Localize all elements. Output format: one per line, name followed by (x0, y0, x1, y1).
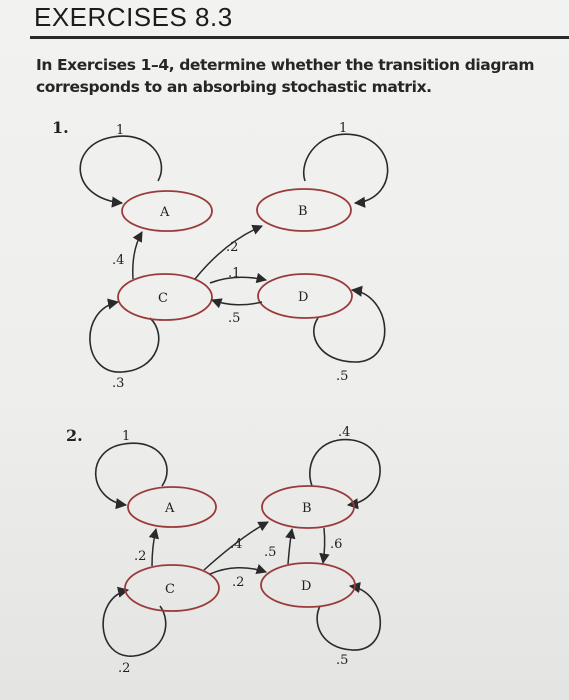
ex2-node-D-label: D (301, 579, 312, 594)
ex2-label-loop-C: .2 (118, 661, 131, 676)
ex1-label-C-to-A: .4 (112, 253, 125, 268)
ex1-label-loop-C: .3 (112, 376, 125, 391)
ex1-node-A-label: A (160, 205, 170, 220)
ex2-edge-D-to-B (288, 529, 292, 564)
page-title: EXERCISES 8.3 (34, 2, 233, 32)
exercise-2-number: 2. (66, 426, 83, 445)
ex1-loop-D (314, 290, 385, 362)
ex2-label-loop-D: .5 (336, 653, 349, 668)
ex2-label-C-to-B: .4 (230, 537, 243, 552)
ex2-node-B-label: B (302, 501, 312, 516)
ex2-label-B-to-D: .6 (330, 537, 343, 552)
ex2-edge-C-to-D (210, 568, 266, 574)
ex1-label-loop-D: .5 (336, 369, 349, 384)
ex2-label-C-to-D: .2 (232, 575, 245, 590)
instructions-line-2: corresponds to an absorbing stochastic matrix. (36, 78, 432, 96)
ex2-loop-C (103, 590, 166, 656)
ex1-loop-C (90, 302, 159, 372)
exercise-1-diagram (80, 121, 387, 391)
ex1-label-C-to-B: .2 (226, 240, 239, 255)
instructions-line-1: In Exercises 1–4, determine whether the transition diagram (36, 56, 535, 74)
exercise-2-diagram (96, 425, 381, 676)
ex2-node-A-label: A (165, 501, 175, 516)
ex1-label-loop-A: 1 (116, 123, 125, 138)
ex1-label-D-to-C: .5 (228, 311, 241, 326)
ex1-label-C-to-D: .1 (228, 266, 241, 281)
ex1-loop-B (304, 134, 388, 203)
ex2-label-loop-B: .4 (338, 425, 351, 440)
ex2-label-loop-A: 1 (122, 429, 131, 444)
ex1-edge-C-to-A (133, 232, 142, 279)
ex1-node-B-label: B (298, 204, 308, 219)
ex1-node-D-label: D (298, 290, 309, 305)
ex2-edge-B-to-D (323, 528, 325, 563)
ex1-node-C-label: C (158, 291, 168, 306)
ex2-loop-A (96, 443, 167, 505)
ex2-node-C-label: C (165, 582, 175, 597)
exercise-1-number: 1. (52, 118, 69, 137)
ex1-label-loop-B: 1 (339, 121, 348, 136)
ex2-edge-C-to-A (152, 529, 156, 566)
ex1-edge-D-to-C (212, 300, 262, 305)
ex2-label-C-to-A: .2 (134, 549, 147, 564)
ex2-label-D-to-B: .5 (264, 545, 277, 560)
